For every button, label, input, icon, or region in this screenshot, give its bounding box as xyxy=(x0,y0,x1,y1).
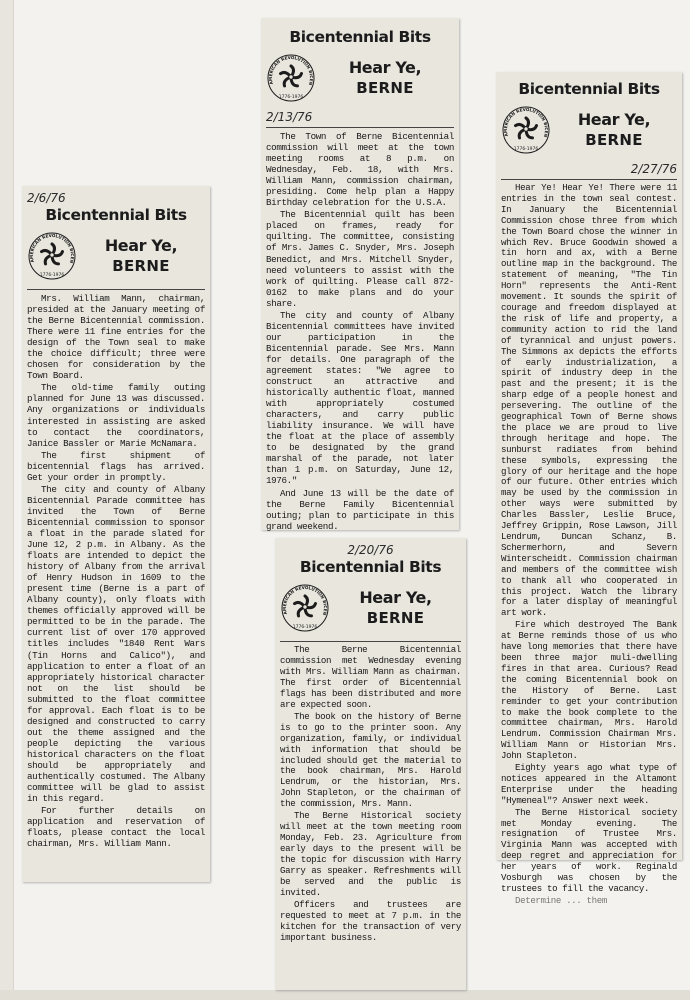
article-paragraph-cut-off: Determine ... them xyxy=(515,894,607,906)
column-header xyxy=(280,577,461,639)
bicentennial-star-emblem-icon xyxy=(280,583,330,633)
divider xyxy=(27,289,205,290)
handwritten-date: 2/13/76 xyxy=(266,110,313,124)
article-paragraph: Hear Ye! Hear Ye! There were 11 entries in the town seal contest. In January the Bicentennial Commission chose three from which the Town Board chose the winner in which Rev. Bruce Goodwin showed a tin horn and ax, with a Berne outline map in the background. The statement of meaning, "The Tin Horn" represents the Anti-Rent movement. It sounds the spirit of courage and freedom displayed at the risk of life and property, a community action to rid the land of tyrannical and unjust powers. The Simmons ax depicts the efforts of early industrialization, a spirit of industry deep in the past and the present; it is the sharp edge of a people honest and persevering. The outline of the geographical Town of Berne shows the place we are proud to live through heritage and hope. The sunburst radiates from behind these symbols, expressing the glory of our heritage and the hope of our future. Other entries which may be used by the commission in other ways were submitted by Charles Bassler, Leslie Bruce, Jeffrey Grippin, Rose Lawson, Jill Lendrum, Duncan Schanz, B. Schermerhorn, and Severn Winterscheidt. Commission chairman and members of the committee wish to thank all who cooperated in this project. Watch the library for a later display of meaningful art work. xyxy=(501,182,677,619)
article-paragraph: The book on the history of Berne is to go to the printer soon. Any organization, family, or individual with information that should be included should get the material to the book chairman, Mrs. Harold Lendrum, or the historian, Mrs. John Stapleton, or the chairman of the commission, Mrs. Mann. xyxy=(280,710,461,810)
divider xyxy=(501,179,677,180)
hear-ye-heading: Hear Ye, xyxy=(577,110,651,129)
svg-text:1776-1976: 1776-1976 xyxy=(292,625,318,630)
article-paragraph: Officers and trustees are requested to meet at 7 p.m. in the kitchen for the transaction of very important business. xyxy=(280,898,461,943)
article-paragraph: For further details on application and reservation of floats, please contact the local chairman, Mrs. William Mann. xyxy=(27,805,205,850)
svg-text:1776-1976: 1776-1976 xyxy=(513,147,539,152)
article-paragraph: The Berne Historical society will meet at the town meeting room Monday, Feb. 23. Agriculture from early days to the present will be the topic for discussion with Harry Garry as speaker. Refreshments will be served and the public is invited. xyxy=(280,810,461,898)
column-header xyxy=(501,99,677,161)
bicentennial-star-emblem-icon xyxy=(27,231,77,281)
article-paragraph: The Bicentennial quilt has been placed on frames, ready for quilting. The committee, consisting of Mrs. James C. Snyder, Mrs. Joseph Benedict, and Mrs. Mitchell Snyder, need volunteers to assist with the work of quilting. Please call 872-0162 to make plans and do your share. xyxy=(266,209,454,309)
article-paragraph: The city and county of Albany Bicentennial committees have invited our participation in the Bicentennial parade. See Mrs. Mann for details. One paragraph of the agreement states: "We agree to construct an attractive and historically authentic float, manned with appropriately costumed characters, and carry public liability insurance. We will have the float at the place of assembly to be designated by the grand marshal of the parade, not later than 1 p.m. on Saturday, June 12, 1976." xyxy=(266,309,454,487)
handwritten-date: 2/27/76 xyxy=(630,162,677,176)
article-paragraph: The first shipment of bicentennial flags has arrived. Get your order in promptly. xyxy=(27,449,205,483)
column-title: Bicentennial Bits xyxy=(299,558,442,576)
article-paragraph: The Town of Berne Bicentennial commission will meet at the town meeting rooms at 8 p.m. on Wednesday, Feb. 18, with Mrs. William Mann, commission chairman, presiding. Come help plan a Happy Birthday celebration for the U.S.A. xyxy=(266,131,454,209)
handwritten-date: 2/6/76 xyxy=(27,191,66,205)
article-paragraph: The city and county of Albany Bicentennial Parade committee has invited the Town of Berne Bicentennial commission to sponsor a float in the parade slated for June 12, 2 p.m. in Albany. As the floats are intended to depict the history of Albany from the arrival of Henry Hudson in 1609 to the present time (Berne is a part of Albany county), only floats with themes officially approved will be permitted to be in the parade. The current list of over 170 approved titles includes "1840 Rent Wars (Tin Horns and Calico"), and application to enter a float of an appropriately historical character not on the list should be submitted to the float committee for approval. Each float is to be designed and constructed to carry out the theme assigned and the people depicting the various historical characters on the float should be appropriately and authentically costumed. The Albany committee will be glad to assist in this regard. xyxy=(27,483,205,805)
article-paragraph: And June 13 will be the date of the Berne Family Bicentennial outing; plan to participate in this grand weekend. xyxy=(266,487,454,532)
newspaper-clipping-feb-20 xyxy=(275,538,466,990)
svg-text:1776-1976: 1776-1976 xyxy=(39,273,65,278)
town-heading: BERNE xyxy=(356,79,414,97)
column-title: Bicentennial Bits xyxy=(518,80,660,98)
page-binding-edge xyxy=(0,0,14,1000)
bicentennial-star-emblem-icon xyxy=(266,53,316,103)
newspaper-clipping-feb-6 xyxy=(22,186,210,882)
article-paragraph: Eighty years ago what type of notices appeared in the Altamont Enterprise under the heading "Hymeneal"? Answer next week. xyxy=(501,762,677,806)
town-heading: BERNE xyxy=(585,131,643,149)
article-paragraph: The Berne Bicentennial commission met Wednesday evening with Mrs. William Mann as chairman. The first order of Bicentennial flags has been distributed and more are expected soon. xyxy=(280,644,461,710)
newspaper-clipping-feb-13 xyxy=(261,18,459,530)
svg-text:AMERICAN REVOLUTION BICENTENNI: AMERICAN REVOLUTION BICEN xyxy=(267,54,315,86)
article-paragraph: Fire which destroyed The Bank at Berne reminds those of us who have long memories that there have been three major muli-dwelling fires in that area. Curious? Read the coming Bicentennial book on the History of Berne. Last reminder to get your contribution to make the book complete to the committee chairman, Mrs. Harold Lendrum. Commission Chairman Mrs. William Mann or Historian Mrs. John Stapleton. xyxy=(501,619,677,762)
town-heading: BERNE xyxy=(366,609,425,627)
divider xyxy=(280,641,461,642)
svg-text:AMERICAN REVOLUTION BICENTENNI: AMERICAN REVOLUTION BICEN xyxy=(281,584,329,616)
town-heading: BERNE xyxy=(112,257,170,275)
bicentennial-star-emblem-icon xyxy=(501,105,551,155)
svg-text:AMERICAN REVOLUTION BICENTENNI: AMERICAN REVOLUTION BICEN xyxy=(28,232,76,264)
article-paragraph: The old-time family outing planned for June 13 was discussed. Any organizations or individuals interested in assisting are asked to contact the coordinators, Janice Bassler or Marie McNamara. xyxy=(27,382,205,449)
newspaper-clipping-feb-27 xyxy=(496,72,682,906)
divider xyxy=(266,127,454,128)
column-header xyxy=(266,47,454,109)
article-paragraph: The Berne Historical society met Monday evening. The resignation of Trustee Mrs. Virginia Mann was accepted with deep regret and appreciation for her years of work. Reginald Vosburgh was chosen by the trustees to fill the vacancy. xyxy=(501,806,677,894)
svg-text:AMERICAN REVOLUTION BICENTENNI: AMERICAN REVOLUTION BICEN xyxy=(502,106,550,138)
hear-ye-heading: Hear Ye, xyxy=(359,588,432,607)
article-paragraph: Mrs. William Mann, chairman, presided at the January meeting of the Berne Bicentennial commission. There were 11 fine entries for the design of the Town seal to make the choice difficult; three were chosen for consideration by the Town Board. xyxy=(27,293,205,382)
svg-text:1776-1976: 1776-1976 xyxy=(278,95,304,100)
handwritten-date: 2/20/76 xyxy=(347,543,394,557)
column-title: Bicentennial Bits xyxy=(289,28,431,46)
page-bottom-edge xyxy=(0,990,690,1000)
hear-ye-heading: Hear Ye, xyxy=(104,236,178,255)
hear-ye-heading: Hear Ye, xyxy=(348,58,422,77)
column-header xyxy=(27,225,205,287)
column-title: Bicentennial Bits xyxy=(45,206,187,224)
